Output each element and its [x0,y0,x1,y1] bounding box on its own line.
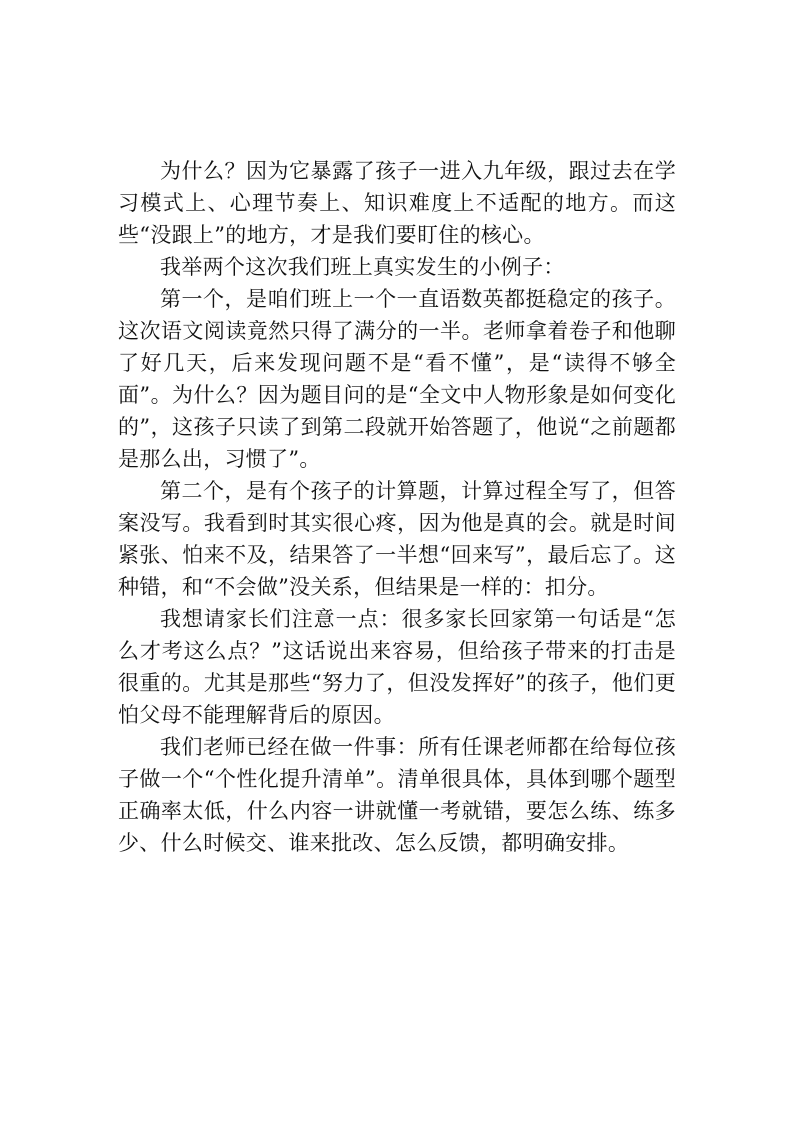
document-body [118,155,676,859]
paragraph-1: 为什么？因为它暴露了孩子一进入九年级，跟过去在学习模式上、心理节奏上、知识难度上不适配的地方。而这些“没跟上”的地方，才是我们要盯住的核心。 [118,159,676,247]
paragraph-5: 我想请家长们注意一点：很多家长回家第一句话是“怎么才考这么点？”这话说出来容易，但给孩子带来的打击是很重的。尤其是那些“努力了，但没发挥好”的孩子，他们更怕父母不能理解背后的原因。 [118,607,676,727]
paragraph-2: 我举两个这次我们班上真实发生的小例子： [160,255,565,279]
paragraph-4: 第二个，是有个孩子的计算题，计算过程全写了，但答案没写。我看到时其实很心疼，因为他是真的会。就是时间紧张、怕来不及，结果答了一半想“回来写”，最后忘了。这种错，和“不会做”没关系，但结果是一样的：扣分。 [118,479,676,599]
paragraph-6: 我们老师已经在做一件事：所有任课老师都在给每位孩子做一个“个性化提升清单”。清单很具体，具体到哪个题型正确率太低，什么内容一讲就懂一考就错，要怎么练、练多少、什么时候交、谁来批改、怎么反馈，都明确安排。 [118,735,676,855]
paragraph-3: 第一个，是咱们班上一个一直语数英都挺稳定的孩子。这次语文阅读竟然只得了满分的一半。老师拿着卷子和他聊了好几天，后来发现问题不是“看不懂”，是“读得不够全面”。为什么？因为题目问的是“全文中人物形象是如何变化的”，这孩子只读了到第二段就开始答题了，他说“之前题都是那么出，习惯了”。 [118,287,676,471]
